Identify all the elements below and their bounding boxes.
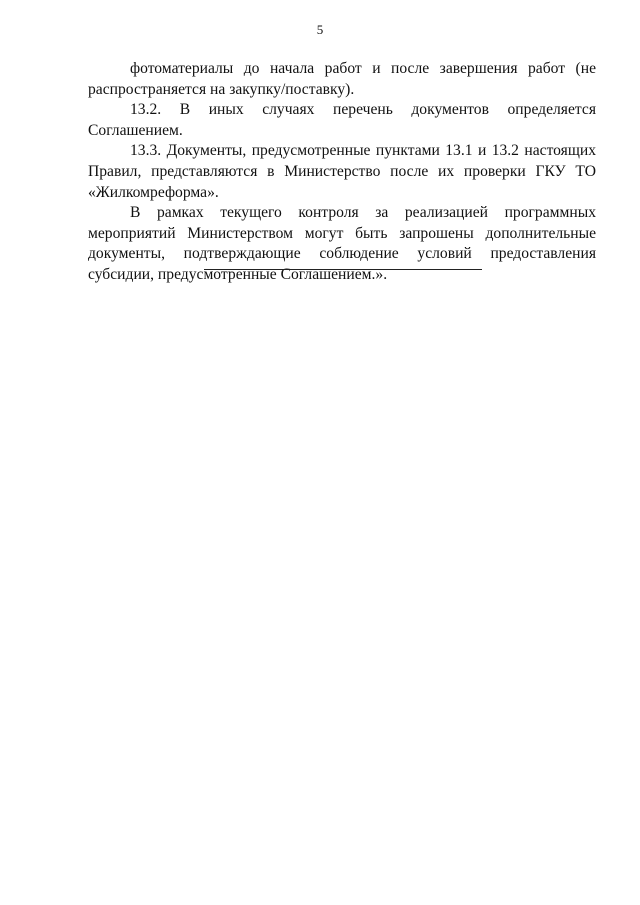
paragraph-13-3: 13.3. Документы, предусмотренные пунктами 13.1 и 13.2 настоящих Правил, представляются в Министерство после их проверки ГКУ ТО «Жилкомреформа». [88,142,596,201]
document-body [88,59,596,286]
paragraph-photo-materials: фотоматериалы до начала работ и после завершения работ (не распространяется на закупку/поставку). [88,60,596,98]
paragraph-13-2: 13.2. В иных случаях перечень документов определяется Соглашением. [88,101,596,139]
end-of-text-divider [204,269,482,270]
paragraph-current-control: В рамках текущего контроля за реализацией программных мероприятий Министерством могут быть запрошены дополнительные документы, подтверждающие соблюдение условий предоставления субсидии, предусмотренные Соглашением.». [88,204,596,283]
page-number: 5 [316,22,324,37]
